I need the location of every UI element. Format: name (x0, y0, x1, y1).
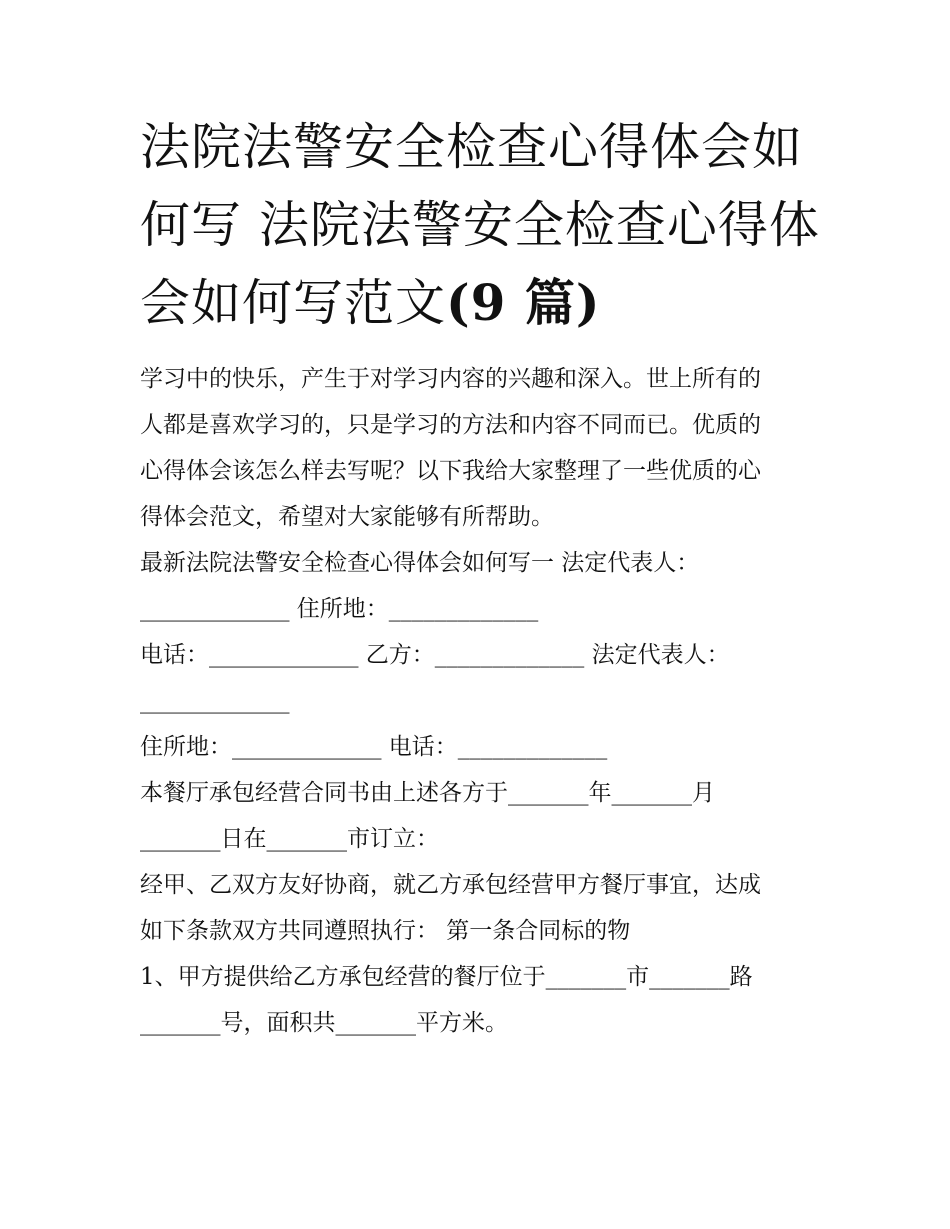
body-line-2: 人都是喜欢学习的，只是学习的方法和内容不同而已。优质的 (140, 412, 761, 438)
body-line-9: 住所地：_____________ 电话：_____________ (140, 734, 608, 760)
body-line-15: _______号，面积共_______平方米。 (140, 1010, 508, 1036)
body-line-13: 如下条款双方共同遵照执行： 第一条合同标的物 (140, 918, 631, 944)
body-line-14: 1、甲方提供给乙方承包经营的餐厅位于_______市_______路 (140, 964, 753, 990)
body-line-10: 本餐厅承包经营合同书由上述各方于_______年_______月 (140, 780, 715, 806)
body-line-8: _____________ (140, 688, 290, 714)
body-line-3: 心得体会该怎么样去写呢？以下我给大家整理了一些优质的心 (140, 458, 761, 484)
body-line-6: _____________ 住所地：_____________ (140, 596, 539, 622)
body-line-7: 电话：_____________ 乙方：_____________ 法定代表人： (140, 642, 730, 668)
document-title (140, 108, 820, 342)
body-line-1: 学习中的快乐，产生于对学习内容的兴趣和深入。世上所有的 (140, 366, 761, 392)
title-count: (9 篇) (446, 273, 601, 332)
body-line-11: _______日在_______市订立： (140, 826, 439, 852)
title-line-2: 何写 法院法警安全检查心得体 (140, 196, 820, 254)
document-body (140, 356, 820, 1046)
body-line-4: 得体会范文，希望对大家能够有所帮助。 (140, 504, 554, 530)
title-line-3-text: 会如何写范文 (140, 274, 446, 332)
title-line-3 (140, 264, 820, 342)
document-page (140, 108, 820, 1046)
body-line-5: 最新法院法警安全检查心得体会如何写一 法定代表人： (140, 550, 700, 576)
title-line-1: 法院法警安全检查心得体会如 (140, 118, 803, 176)
body-line-12: 经甲、乙双方友好协商，就乙方承包经营甲方餐厅事宜，达成 (140, 872, 761, 898)
